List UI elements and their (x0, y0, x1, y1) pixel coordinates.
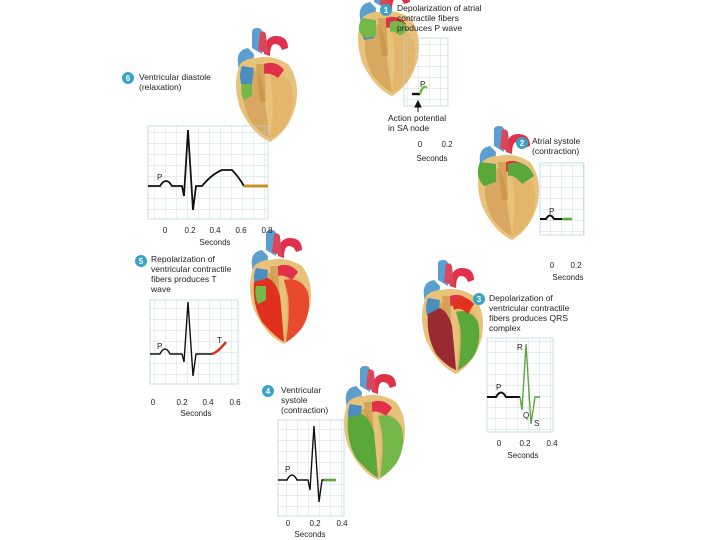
heart-illustration-4 (344, 366, 405, 480)
heart-illustration-5 (250, 230, 311, 344)
step-2-caption-line-2: (contraction) (532, 146, 580, 156)
tick-label: 0 (162, 226, 168, 235)
step-1 (358, 0, 482, 163)
sa-node-label-line-2: in SA node (388, 123, 430, 133)
step-number-2: 2 (519, 139, 525, 148)
step-number-5: 5 (138, 257, 144, 266)
p-wave-label: P (157, 342, 163, 351)
step-3-caption-line-2: ventricular contractile (489, 303, 570, 313)
step-number-3: 3 (476, 295, 482, 304)
step-4 (262, 366, 405, 539)
ecg-panel-1 (404, 38, 448, 112)
q-wave-label: Q (523, 411, 530, 420)
tick-label: 0.2 (441, 140, 453, 149)
heart-illustration-2 (478, 126, 539, 240)
axis-title: Seconds (507, 451, 539, 460)
heart-illustration-3 (422, 260, 483, 374)
tick-label: 0.4 (546, 439, 558, 448)
step-5-caption-line-4: wave (151, 284, 171, 294)
p-wave-label: P (549, 207, 555, 216)
step-5-caption-line-2: ventricular contractile (151, 264, 232, 274)
p-wave-label: P (496, 383, 502, 392)
t-wave-label: T (217, 336, 222, 345)
p-wave-label: P (157, 173, 163, 182)
step-1-caption-line-3: produces P wave (397, 23, 463, 33)
step-4-caption-line-1: Ventricular (281, 385, 322, 395)
tick-label: 0.2 (309, 519, 321, 528)
ecg-grid (148, 126, 268, 219)
ecg-panel-2 (540, 163, 584, 235)
axis-title: Seconds (552, 273, 584, 282)
ecg-panel-5 (150, 300, 238, 384)
step-6 (122, 28, 297, 247)
step-6-caption-line-2: (relaxation) (139, 82, 182, 92)
step-1-caption-line-2: contractile fibers (397, 13, 459, 23)
axis-title: Seconds (294, 530, 326, 539)
ecg-grid (404, 38, 448, 106)
axis-title: Seconds (199, 238, 231, 247)
p-wave-label: P (420, 80, 426, 89)
tick-label: 0.2 (176, 398, 188, 407)
tick-label: 0 (285, 519, 291, 528)
tick-label: 0 (496, 439, 502, 448)
axis-title: Seconds (180, 409, 212, 418)
ecg-panel-6 (148, 126, 268, 219)
step-number-1: 1 (383, 6, 389, 15)
step-number-4: 4 (265, 387, 271, 396)
tick-label: 0 (549, 261, 555, 270)
step-4-caption-line-2: systole (281, 395, 308, 405)
ecg-grid (540, 163, 584, 235)
ecg-panel-3 (487, 338, 553, 432)
tick-label: 0 (417, 140, 423, 149)
step-6-caption-line-1: Ventricular diastole (139, 72, 211, 82)
tick-label: 0.4 (209, 226, 221, 235)
p-wave-label: P (285, 465, 291, 474)
step-3 (422, 260, 570, 460)
step-4-caption-line-3: (contraction) (281, 405, 329, 415)
tick-label: 0.2 (570, 261, 582, 270)
tick-label: 0.4 (336, 519, 348, 528)
step-1-caption-line-1: Depolarization of atrial (397, 3, 482, 13)
step-number-6: 6 (125, 74, 131, 83)
tick-label: 0.2 (184, 226, 196, 235)
step-3-caption-line-1: Depolarization of (489, 293, 553, 303)
tick-label: 0.8 (261, 226, 273, 235)
step-5-caption-line-1: Repolarization of (151, 254, 215, 264)
step-3-caption-line-4: complex (489, 323, 521, 333)
step-2-caption-line-1: Atrial systole (532, 136, 581, 146)
sa-node-label-line-1: Action potential (388, 113, 447, 123)
tick-label: 0.6 (229, 398, 241, 407)
r-wave-label: R (517, 343, 523, 352)
s-wave-label: S (534, 419, 540, 428)
ecg-panel-4 (278, 420, 344, 516)
tick-label: 0.6 (235, 226, 247, 235)
heart-illustration-6 (236, 28, 297, 142)
step-2 (478, 126, 584, 282)
tick-label: 0.4 (202, 398, 214, 407)
step-5-caption-line-3: fibers produces T (151, 274, 217, 284)
tick-label: 0.2 (519, 439, 531, 448)
step-3-caption-line-3: fibers produces QRS (489, 313, 568, 323)
axis-title: Seconds (416, 154, 448, 163)
tick-label: 0 (150, 398, 156, 407)
